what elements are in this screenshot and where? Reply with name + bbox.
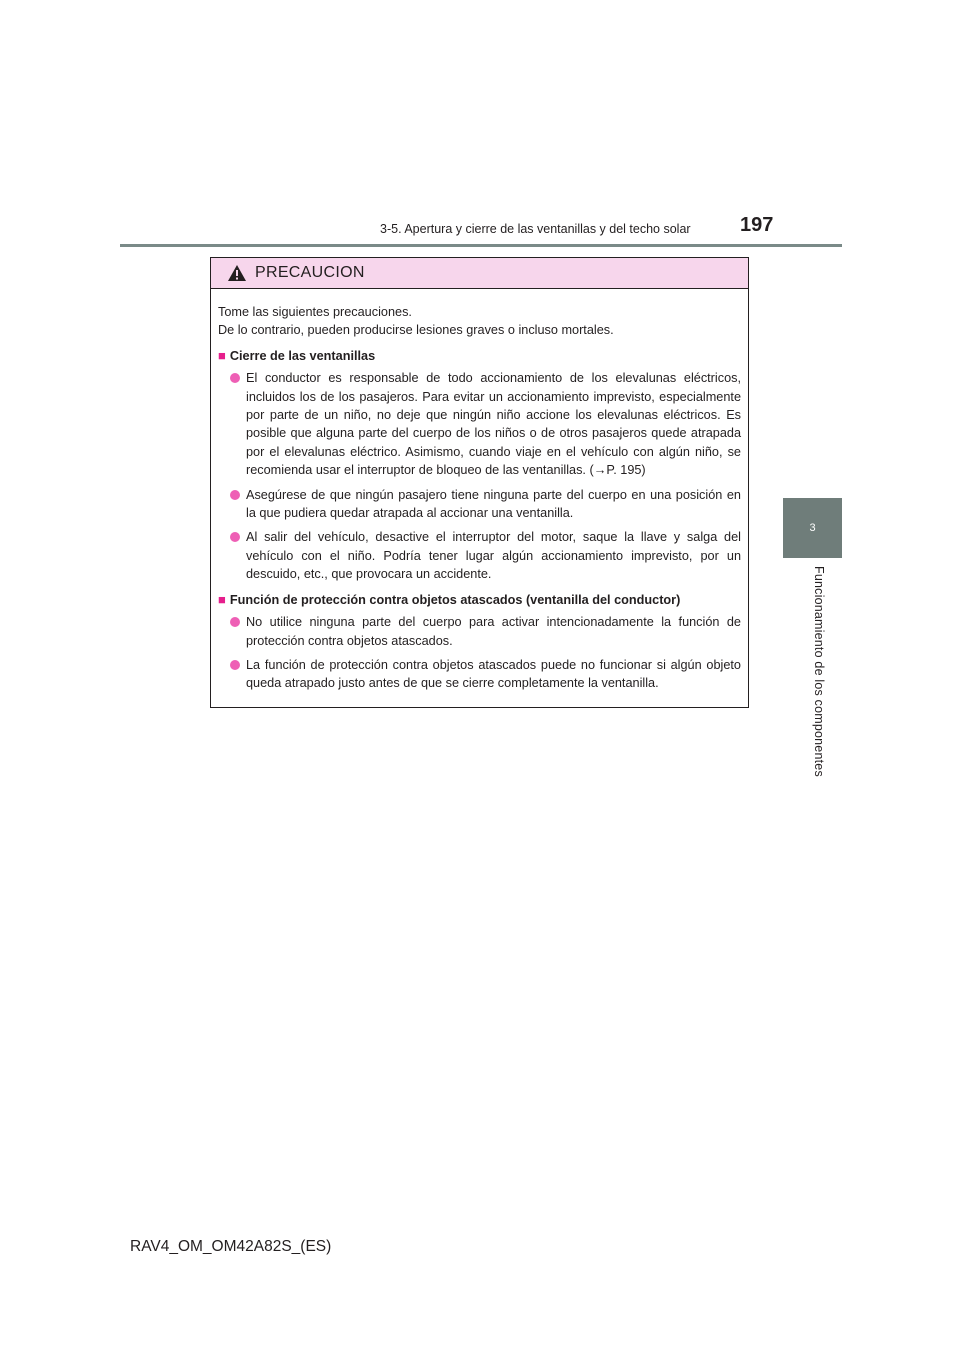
header-section-title: 3-5. Apertura y cierre de las ventanillas y del techo solar xyxy=(380,222,691,236)
list-item xyxy=(230,528,741,583)
bullet-dot-icon xyxy=(230,617,240,627)
chapter-label: Funcionamiento de los componentes xyxy=(812,566,826,777)
square-bullet-icon: ■ xyxy=(218,591,226,607)
page-number: 197 xyxy=(740,214,774,236)
square-bullet-icon: ■ xyxy=(218,347,226,363)
section-heading xyxy=(218,347,741,365)
caution-body xyxy=(211,289,748,693)
list-item xyxy=(230,369,741,479)
bullet-dot-icon xyxy=(230,373,240,383)
document-code: RAV4_OM_OM42A82S_(ES) xyxy=(130,1238,332,1255)
list-item-text: Asegúrese de que ningún pasajero tiene ninguna parte del cuerpo en una posición en la que pudiera quedar atrapada al accionar una ventanilla. xyxy=(246,487,741,521)
list-item-text: La función de protección contra objetos atascados puede no funcionar si algún objeto queda atrapado justo antes de que se cierre completamente la ventanilla. xyxy=(246,657,741,691)
bullet-dot-icon xyxy=(230,660,240,670)
caution-box xyxy=(210,257,749,708)
bullet-dot-icon xyxy=(230,490,240,500)
list-item-text: Al salir del vehículo, desactive el interruptor del motor, saque la llave y salga del vehículo con el niño. Podría tener lugar algún accionamiento imprevisto, por un descuido, etc., que provocara un accidente. xyxy=(246,530,741,582)
section-heading-text: Función de protección contra objetos atascados (ventanilla del conductor) xyxy=(229,592,681,607)
header-rule xyxy=(120,244,842,247)
caution-header xyxy=(211,258,748,289)
warning-triangle-icon xyxy=(227,264,247,282)
list-item xyxy=(230,656,741,693)
bullet-dot-icon xyxy=(230,532,240,542)
caution-intro-line-1: Tome las siguientes precauciones. xyxy=(218,305,412,319)
list-item xyxy=(230,613,741,650)
caution-intro-line-2: De lo contrario, pueden producirse lesiones graves o incluso mortales. xyxy=(218,323,614,338)
section-heading-text: Cierre de las ventanillas xyxy=(229,348,376,363)
list-item-text: No utilice ninguna parte del cuerpo para activar intencionadamente la función de protección contra objetos atascados. xyxy=(246,615,741,648)
list-item xyxy=(230,486,741,523)
list-item-text: El conductor es responsable de todo accionamiento de los elevalunas eléctricos, incluidos los de los pasajeros. Para evitar un accionamiento imprevisto, especialmente por parte de un niño, no deje que ningún niño accione los elevalunas eléctricos. Es posible que alguna parte del cuerpo de los niños o de otros pasajeros quede atrapada por el elevalunas eléctrico. Asimismo, cuando viaje en el vehículo con algún niño, se recomienda usar el interruptor de bloqueo de las ventanillas. (→P. 195) xyxy=(246,371,741,478)
chapter-number: 3 xyxy=(809,522,816,534)
section-heading xyxy=(218,591,741,609)
caution-title: PRECAUCION xyxy=(255,264,365,281)
